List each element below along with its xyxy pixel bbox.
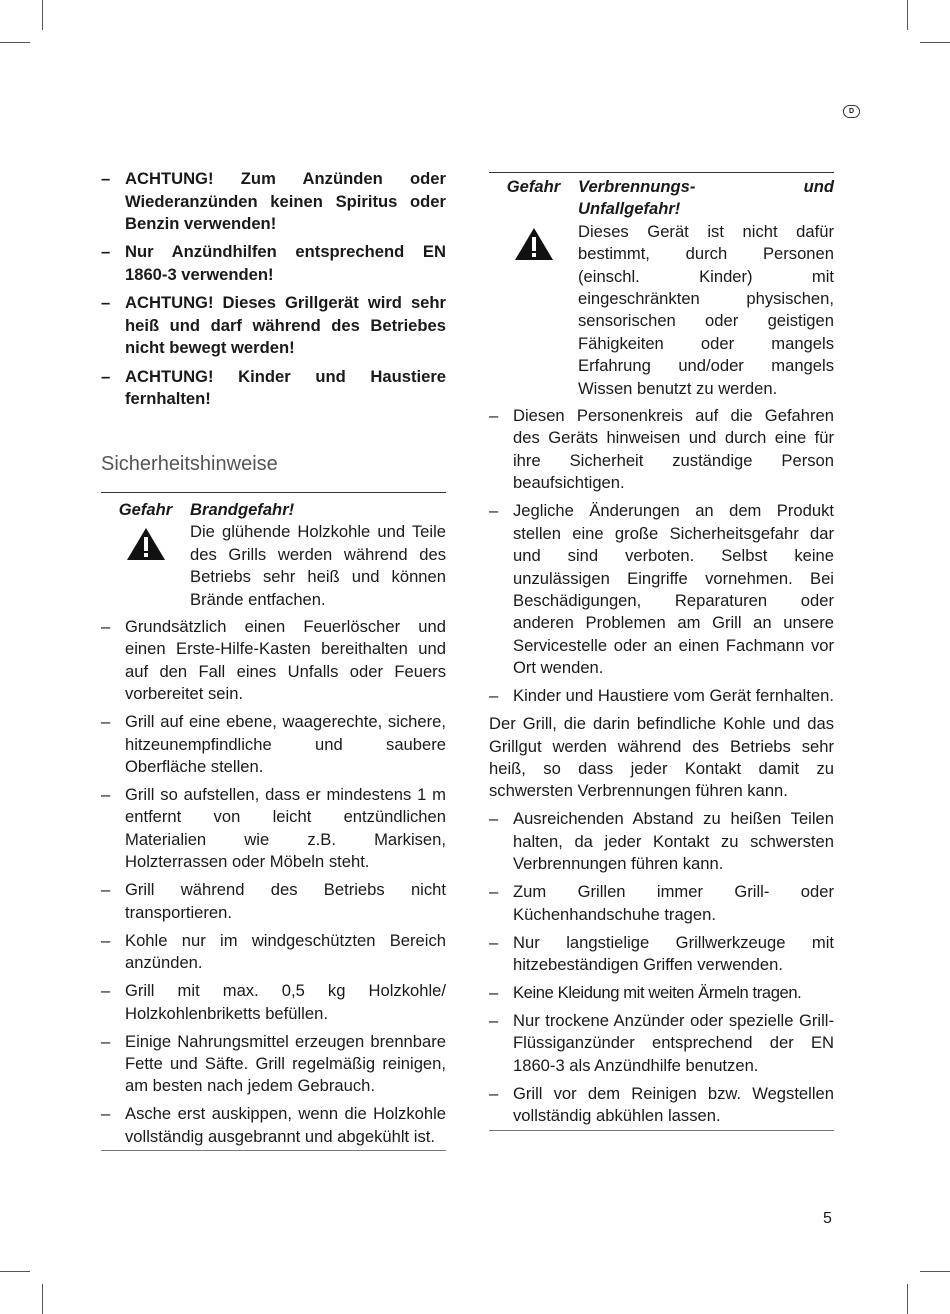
list-item: – Nur trockene Anzünder oder spezielle Grill-Flüssiganzünder entsprechend der EN 1860-3 als Anzündhilfe benutzen.	[489, 1010, 834, 1077]
hazard-text: Die glühende Holzkohle und Teile des Grills werden während des Betriebs sehr heiß und können Brände entfachen.	[190, 522, 446, 609]
safety-list	[101, 616, 446, 1148]
page-number: 5	[823, 1210, 832, 1227]
list-item: – Keine Kleidung mit weiten Ärmeln tragen.	[489, 982, 834, 1004]
list-item: – Grill so aufstellen, dass er mindestens 1 m entfernt von leicht entzündlichen Materialien wie z.B. Markisen, Holzterrassen oder Möbeln steht.	[101, 784, 446, 874]
list-item: – Kinder und Haustiere vom Gerät fernhalten.	[489, 685, 834, 707]
list-item: – ACHTUNG! Kinder und Haustiere fernhalten!	[101, 366, 446, 411]
hazard-header	[489, 176, 834, 221]
list-item: – Zum Grillen immer Grill- oder Küchenhandschuhe tragen.	[489, 881, 834, 926]
hazard-label: Gefahr	[118, 500, 173, 519]
crop-mark	[0, 1271, 30, 1272]
list-item: – Grill vor dem Reinigen bzw. Wegstellen vollständig abkühlen lassen.	[489, 1083, 834, 1128]
list-item: – Grill mit max. 0,5 kg Holzkohle/ Holzkohlenbriketts befüllen.	[101, 980, 446, 1025]
section-title: Sicherheitshinweise	[101, 453, 278, 475]
warning-list	[101, 168, 446, 411]
hazard-label: Gefahr	[506, 177, 561, 196]
divider	[489, 1130, 834, 1131]
list-item: – Einige Nahrungsmittel erzeugen brennbare Fette und Säfte. Grill regelmäßig reinigen, am besten nach jedem Gebrauch.	[101, 1031, 446, 1098]
crop-mark	[907, 0, 908, 30]
hazard-header	[101, 499, 446, 521]
list-item: – Grill auf eine ebene, waagerechte, sichere, hitzeunempfindliche und saubere Oberfläche stellen.	[101, 711, 446, 778]
hazard-title: Verbrennungs- und Unfallgefahr!	[578, 177, 834, 219]
list-item: – ACHTUNG! Zum Anzünden oder Wiederanzünden keinen Spiritus oder Benzin verwenden!	[101, 168, 446, 236]
safety-list	[489, 405, 834, 707]
left-column-lower	[101, 492, 446, 1151]
hazard-box	[489, 172, 834, 400]
crop-mark	[907, 1284, 908, 1314]
list-item: – Nur langstielige Grillwerkzeuge mit hitzebeständigen Griffen verwenden.	[489, 932, 834, 977]
list-item: – Kohle nur im windgeschützten Bereich anzünden.	[101, 930, 446, 975]
list-item: – Asche erst auskippen, wenn die Holzkohle vollständig ausgebrannt und abgekühlt ist.	[101, 1103, 446, 1148]
hazard-body	[101, 521, 446, 611]
list-item: – Ausreichenden Abstand zu heißen Teilen halten, da jeder Kontakt zu schwersten Verbrennungen führen kann.	[489, 808, 834, 875]
crop-mark	[42, 0, 43, 30]
paragraph: Der Grill, die darin befindliche Kohle und das Grillgut werden während des Betriebs sehr heiß, so dass jeder Kontakt damit zu schwersten Verbrennungen führen kann.	[489, 714, 834, 801]
right-column	[489, 172, 834, 1131]
safety-list	[489, 808, 834, 1127]
divider	[101, 1150, 446, 1151]
hazard-box	[101, 492, 446, 611]
crop-mark	[920, 42, 950, 43]
crop-mark	[42, 1284, 43, 1314]
hazard-body	[489, 221, 834, 400]
list-item: – Nur Anzündhilfen entsprechend EN 1860-3 verwenden!	[101, 241, 446, 286]
hazard-title: Brandgefahr!	[190, 500, 295, 519]
warning-triangle-icon	[514, 227, 554, 261]
list-item: – Diesen Personenkreis auf die Gefahren des Geräts hinweisen und durch eine für ihre Sicherheit zuständige Person beaufsichtigen.	[489, 405, 834, 495]
country-badge: D	[843, 105, 860, 118]
left-column	[101, 168, 446, 416]
hazard-text: Dieses Gerät ist nicht dafür bestimmt, durch Personen (einschl. Kinder) mit eingeschränkten physischen, sensorischen oder geistigen Fähigkeiten oder mangels Erfahrung und/oder mangels Wissen benutzt zu werden.	[578, 221, 834, 398]
list-item: – Grundsätzlich einen Feuerlöscher und einen Erste-Hilfe-Kasten bereithalten und auf den Fall eines Unfalls oder Feuers vorbereitet sein.	[101, 616, 446, 706]
crop-mark	[0, 42, 30, 43]
warning-triangle-icon	[126, 527, 166, 561]
list-item: – ACHTUNG! Dieses Grillgerät wird sehr heiß und darf während des Betriebes nicht bewegt werden!	[101, 292, 446, 360]
crop-mark	[920, 1271, 950, 1272]
list-item: – Grill während des Betriebs nicht transportieren.	[101, 879, 446, 924]
list-item: – Jegliche Änderungen an dem Produkt stellen eine große Sicherheitsgefahr dar und sind verboten. Selbst keine unzulässigen Eingriffe vornehmen. Bei Beschädigungen, Reparaturen oder anderen Problemen am Grill an unsere Servicestelle oder an einen Fachmann vor Ort wenden.	[489, 500, 834, 679]
